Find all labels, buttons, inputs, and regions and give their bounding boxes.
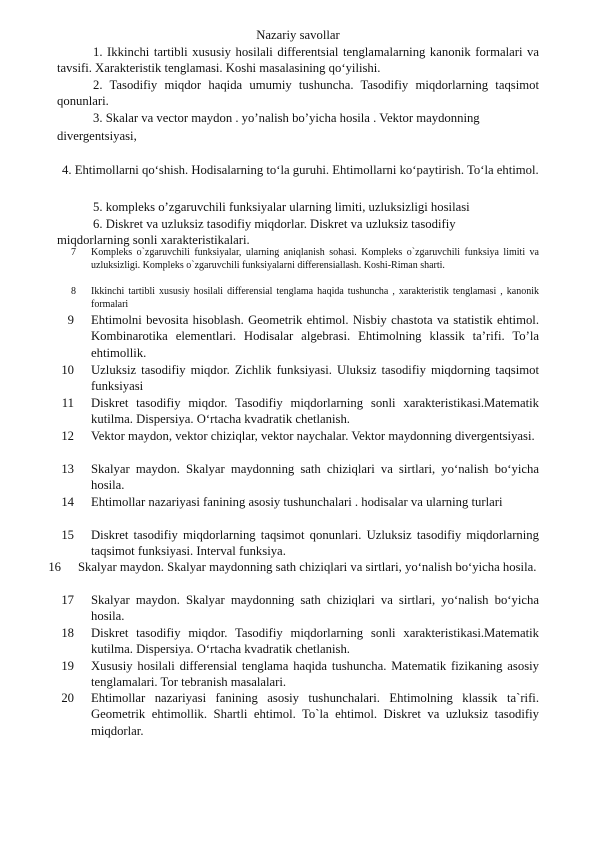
question-item-18: Diskret tasodifiy miqdor. Tasodifiy miqdorlarning sonli xarakteristikasi.Matematik kutilma. Dispersiya. O‘rtacha kvadratik chetlanish. bbox=[91, 626, 539, 657]
question-number: 12 bbox=[61, 429, 74, 443]
question-item-14: Ehtimollar nazariyasi fanining asosiy tushunchalari . hodisalar va ularning turlari bbox=[91, 495, 503, 509]
question-number: 19 bbox=[61, 659, 74, 673]
question-number: 14 bbox=[61, 495, 74, 509]
question-5: 5. kompleks o’zgaruvchili funksiyalar ularning limiti, uzluksizligi hosilasi bbox=[93, 200, 470, 214]
question-item-15: Diskret tasodifiy miqdorlarning taqsimot qonunlari. Uzluksiz tasodifiy miqdorlarning taqsimot funksiyasi. Interval funksiya. bbox=[91, 528, 539, 559]
question-2: 2. Tasodifiy miqdor haqida umumiy tushuncha. Tasodifiy miqdorlarning taqsimot qonunlari. bbox=[57, 78, 539, 109]
question-number: 13 bbox=[61, 462, 74, 476]
question-item-19: Xususiy hosilali differensial tenglama haqida tushuncha. Matematik fizikaning asosiy tenglamalari. Tor tebranish masalalari. bbox=[91, 659, 539, 690]
question-item-11: Diskret tasodifiy miqdor. Tasodifiy miqdorlarning sonli xarakteristikasi.Matematik kutilma. Dispersiya. O‘rtacha kvadratik chetlanish. bbox=[91, 396, 539, 427]
question-6: 6. Diskret va uzluksiz tasodifiy miqdorlar. Diskret va uzluksiz tasodifiy miqdorlarning sonli xarakteristikalari. bbox=[57, 217, 456, 248]
question-number: 11 bbox=[61, 396, 74, 410]
question-number: 7 bbox=[71, 247, 76, 258]
question-number: 17 bbox=[61, 593, 74, 607]
question-item-16: Skalyar maydon. Skalyar maydonning sath chiziqlari va sirtlari, yo‘nalish bo‘yicha hosila. bbox=[78, 560, 537, 574]
question-item-20: Ehtimollar nazariyasi fanining asosiy tushunchalari. Ehtimolning klassik ta`rifi. Geometrik ehtimollik. Shartli ehtimol. To`la ehtimol. Diskret va uzluksiz tasodifiy miqdorlar. bbox=[91, 691, 539, 738]
question-item-9: Ehtimolni bevosita hisoblash. Geometrik ehtimol. Nisbiy chastota va statistik ehtimol. Kombinarotika elementlari. Hodisalar algebrasi. Ehtimolning klassik ta’rifi. To’la ehtimollik. bbox=[91, 313, 539, 360]
question-4: 4. Ehtimollarni qo‘shish. Hodisalarning to‘la guruhi. Ehtimollarni ko‘paytirish. To‘la ehtimol. bbox=[62, 163, 539, 177]
question-number: 18 bbox=[61, 626, 74, 640]
question-item-7: Kompleks o`zgaruvchili funksiyalar, ularning aniqlanish sohasi. Kompleks o`zgaruvchili funksiya limiti va uzluksizligi. Kompleks o`zgaruvchili funksiyalarni differensiallash. Koshi-Riman sharti. bbox=[91, 247, 539, 271]
question-1: 1. Ikkinchi tartibli xususiy hosilali differentsial tenglamalarning kanonik formalari va tavsifi. Xarakteristik tenglamasi. Koshi masalasining qo‘yilishi. bbox=[57, 45, 539, 76]
question-item-10: Uzluksiz tasodifiy miqdor. Zichlik funksiyasi. Uluksiz tasodifiy miqdorning taqsimot funksiyasi bbox=[91, 363, 539, 394]
question-item-8: Ikkinchi tartibli xususiy hosilali differensial tenglama haqida tushuncha , xarakteristik tenglamasi , kanonik formalari bbox=[91, 286, 539, 310]
question-item-12: Vektor maydon, vektor chiziqlar, vektor naychalar. Vektor maydonning divergentsiyasi. bbox=[91, 429, 535, 443]
question-number: 8 bbox=[71, 286, 76, 297]
question-number: 10 bbox=[61, 363, 74, 377]
question-number: 20 bbox=[61, 691, 74, 705]
document-title: Nazariy savollar bbox=[256, 28, 340, 42]
question-item-17: Skalyar maydon. Skalyar maydonning sath chiziqlari va sirtlari, yo‘nalish bo‘yicha hosila. bbox=[91, 593, 539, 624]
question-number: 16 bbox=[48, 560, 61, 574]
question-3: 3. Skalar va vector maydon . yo’nalish bo’yicha hosila . Vektor maydonning divergentsiyasi, bbox=[57, 111, 480, 143]
question-number: 9 bbox=[67, 313, 74, 327]
question-item-13: Skalyar maydon. Skalyar maydonning sath chiziqlari va sirtlari, yo‘nalish bo‘yicha hosila. bbox=[91, 462, 539, 493]
question-number: 15 bbox=[61, 528, 74, 542]
